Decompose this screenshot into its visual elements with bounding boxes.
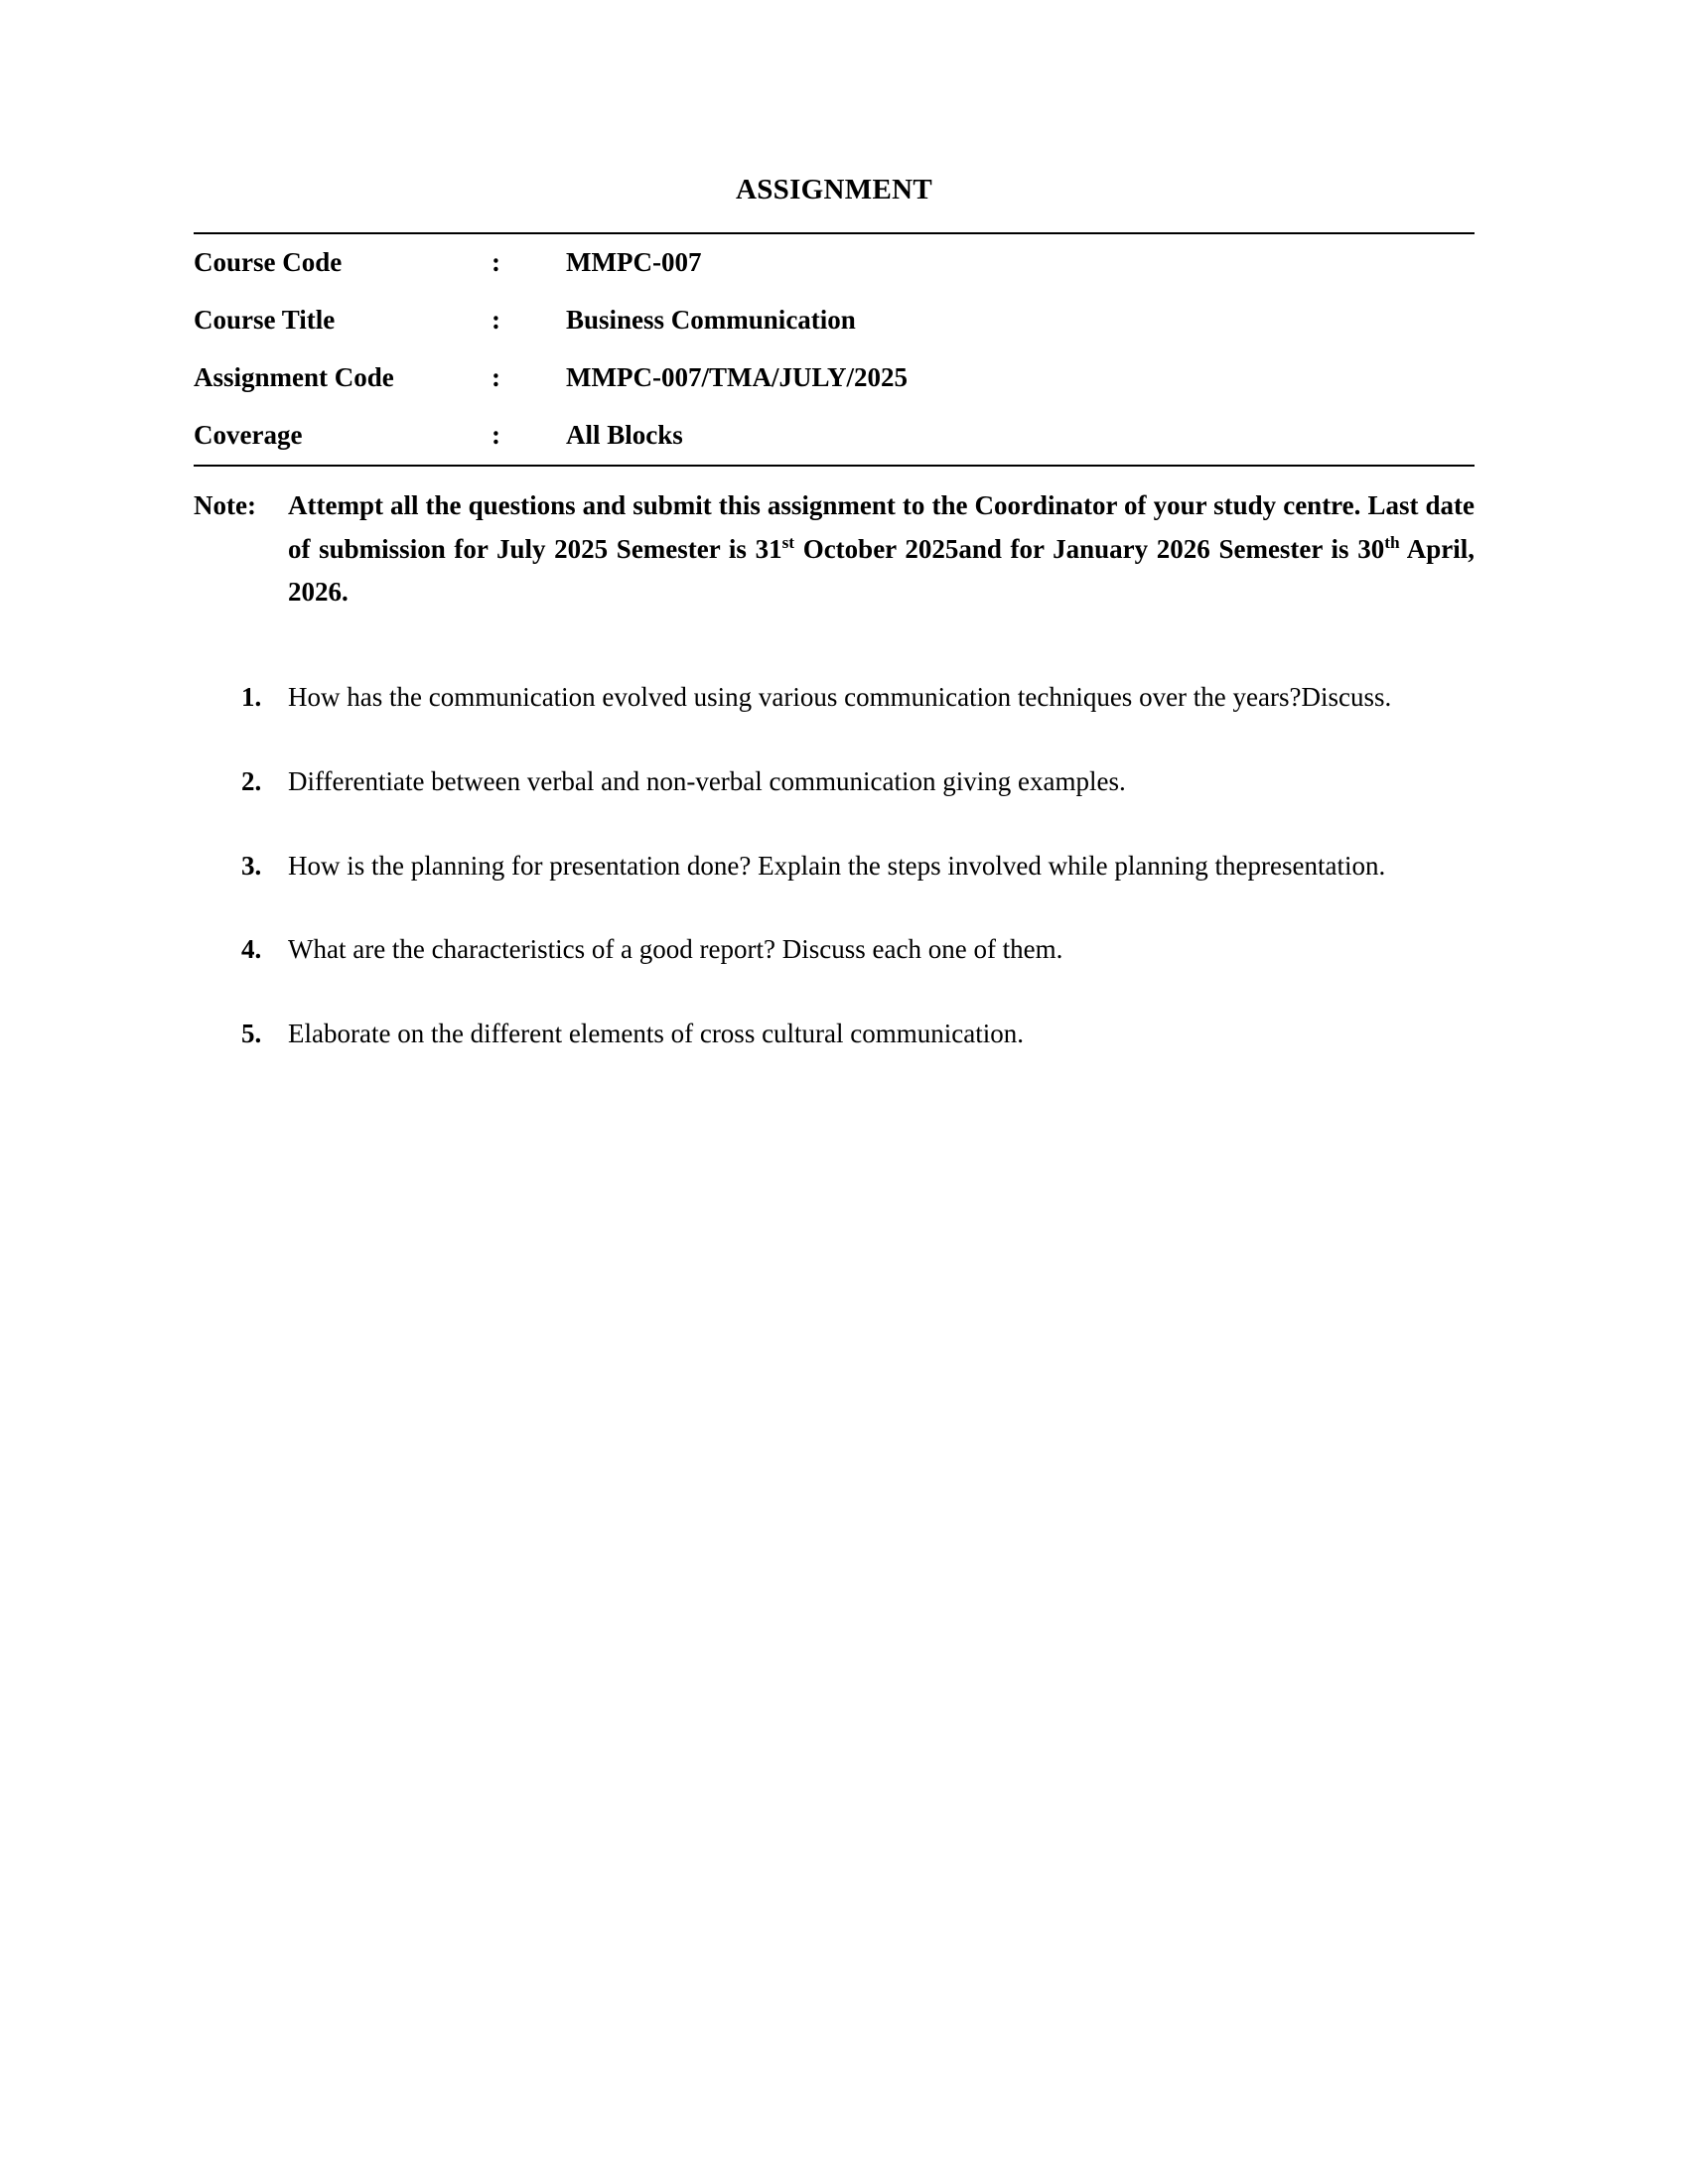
note-text-part-3: April, 2026.	[288, 533, 1475, 608]
meta-colon: :	[492, 362, 500, 392]
list-item	[194, 1013, 1475, 1056]
question-number: 1.	[241, 682, 262, 713]
question-text: How is the planning for presentation done? Explain the steps involved while planning thepresentation.	[288, 850, 1386, 881]
questions-list	[194, 676, 1475, 1056]
list-item	[194, 845, 1475, 888]
table-row	[194, 292, 1475, 349]
meta-colon: :	[492, 305, 500, 335]
meta-label-coverage: Coverage	[194, 420, 303, 450]
list-item	[194, 676, 1475, 720]
meta-value-assignment-code: MMPC-007/TMA/JULY/2025	[566, 362, 908, 392]
question-text: Elaborate on the different elements of cross cultural communication.	[288, 1019, 1024, 1049]
question-text: Differentiate between verbal and non-verbal communication giving examples.	[288, 765, 1126, 796]
meta-label-assignment-code: Assignment Code	[194, 362, 394, 392]
question-number: 3.	[241, 850, 262, 881]
note-body	[288, 484, 1475, 614]
submission-note	[194, 484, 1475, 614]
meta-value-course-code: MMPC-007	[566, 247, 702, 277]
meta-label-course-title: Course Title	[194, 305, 336, 335]
question-text: What are the characteristics of a good report? Discuss each one of them.	[288, 934, 1063, 965]
list-item	[194, 760, 1475, 804]
question-number: 4.	[241, 934, 262, 965]
course-details-table	[194, 234, 1475, 465]
page-title: ASSIGNMENT	[736, 174, 932, 205]
question-number: 5.	[241, 1019, 262, 1049]
meta-colon: :	[492, 420, 500, 450]
table-row	[194, 407, 1475, 465]
table-row	[194, 349, 1475, 407]
list-item	[194, 928, 1475, 972]
header-divider-bottom	[194, 465, 1475, 467]
table-row	[194, 234, 1475, 292]
question-text: How has the communication evolved using various communication techniques over the years?Discuss.	[288, 682, 1392, 713]
question-number: 2.	[241, 765, 262, 796]
note-text-part-2: October 2025and for January 2026 Semester is 30	[794, 533, 1385, 564]
note-text-part-1: Attempt all the questions and submit this assignment to the Coordinator of your study centre. Last date of submission for July 2025 Semester is 31	[288, 490, 1475, 564]
meta-label-course-code: Course Code	[194, 247, 343, 277]
note-ordinal-st: st	[781, 532, 795, 552]
meta-colon: :	[492, 247, 500, 277]
meta-value-course-title: Business Communication	[566, 305, 856, 335]
meta-value-coverage: All Blocks	[566, 420, 683, 450]
note-label: Note:	[194, 490, 256, 520]
note-ordinal-th: th	[1384, 532, 1400, 552]
